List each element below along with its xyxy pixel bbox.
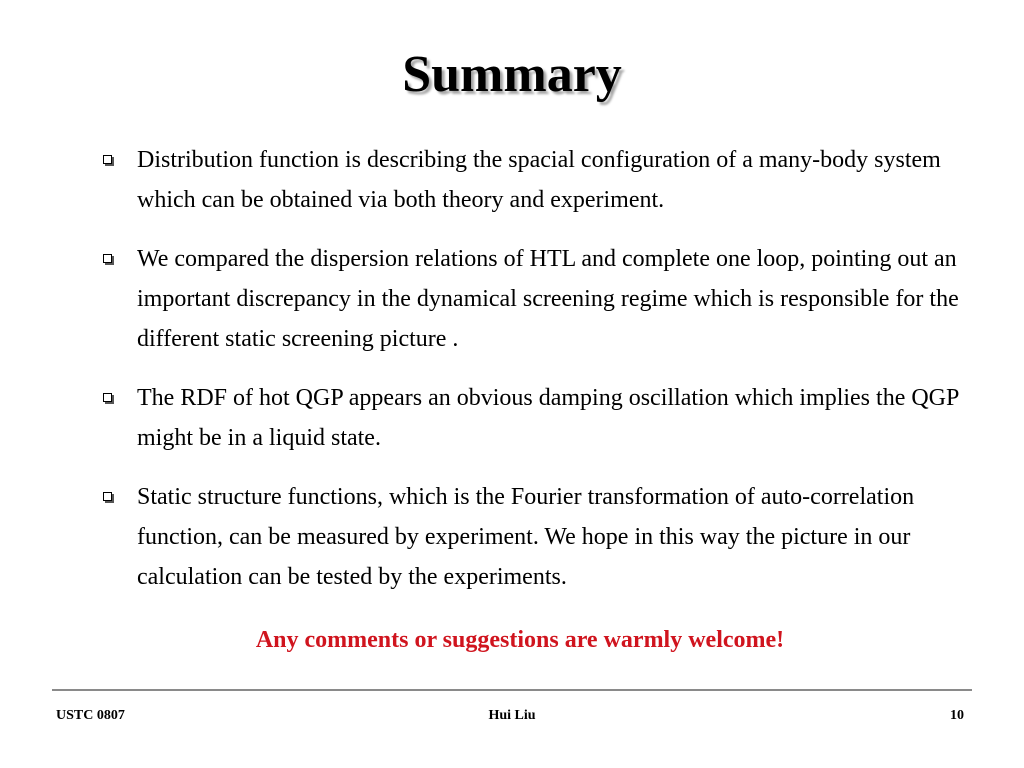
bullet-item bbox=[97, 378, 967, 458]
bullet-text: We compared the dispersion relations of HTL and complete one loop, pointing out an important discrepancy in the dynamical screening regime which is responsible for the different static screening picture . bbox=[137, 246, 959, 352]
square-bullet-icon bbox=[103, 393, 112, 402]
footer-author: Hui Liu bbox=[488, 708, 536, 723]
square-bullet-icon bbox=[103, 155, 112, 164]
bullet-item bbox=[97, 477, 967, 597]
bullet-text: Distribution function is describing the spacial configuration of a many-body system which can be obtained via both theory and experiment. bbox=[137, 147, 941, 213]
page-number: 10 bbox=[950, 708, 964, 723]
bullet-item bbox=[97, 239, 967, 359]
bullet-list bbox=[97, 140, 967, 616]
footer-venue: USTC 0807 bbox=[56, 708, 125, 723]
slide-title: Summary bbox=[402, 46, 622, 103]
footer-divider bbox=[52, 689, 972, 691]
bullet-text: Static structure functions, which is the Fourier transformation of auto-correlation function, can be measured by experiment. We hope in this way the picture in our calculation can be tested by the experiments. bbox=[137, 484, 915, 590]
square-bullet-icon bbox=[103, 492, 112, 501]
closing-remark: Any comments or suggestions are warmly welcome! bbox=[255, 627, 785, 653]
bullet-text: The RDF of hot QGP appears an obvious damping oscillation which implies the QGP might be in a liquid state. bbox=[137, 385, 959, 451]
bullet-item bbox=[97, 140, 967, 220]
square-bullet-icon bbox=[103, 254, 112, 263]
